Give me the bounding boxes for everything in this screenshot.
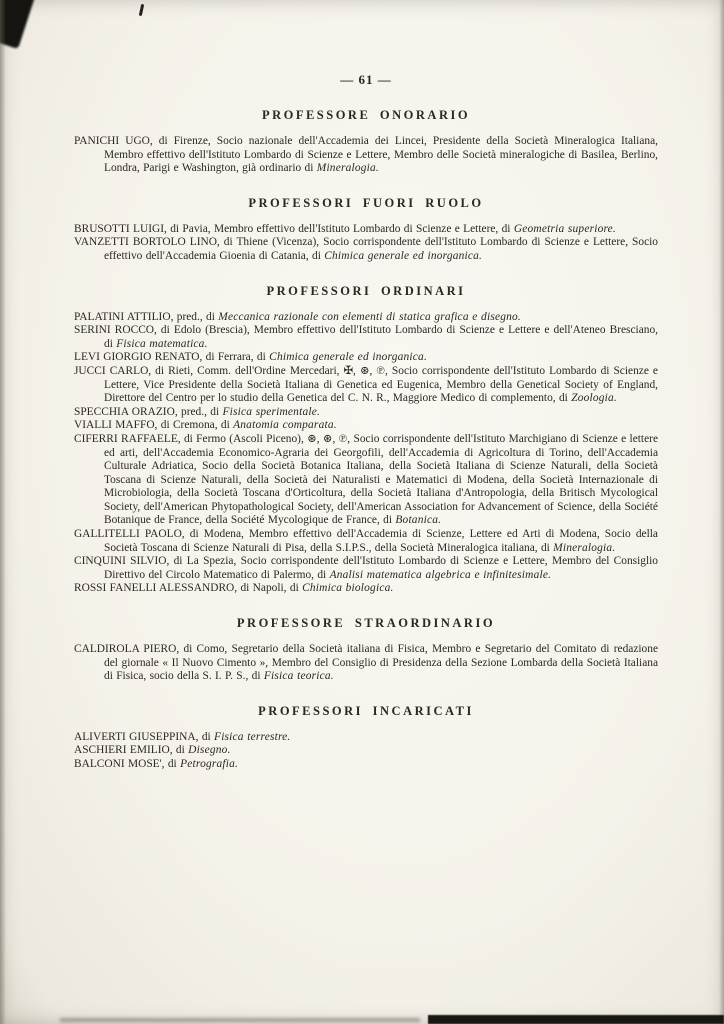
entry-text: PANICHI UGO, di Firenze, Socio nazionale dell'Accademia dei Lincei, Presidente della Società Mineralogica Italiana, Membro effettivo dell'Istituto Lombardo di Scienze e Lettere, Membro delle Società mineralogiche di Basilea, Berlino, Londra, Parigi e Washington, già ordinario di <box>74 135 658 175</box>
section-heading: PROFESSORE STRAORDINARIO <box>236 616 496 631</box>
entry <box>74 419 658 433</box>
entry-subject: Anatomia comparata. <box>233 419 337 432</box>
entry-subject: Zoologia. <box>571 392 617 405</box>
entry <box>74 582 658 596</box>
entry-text: VANZETTI BORTOLO LINO, di Thiene (Vicenza), Socio corrispondente dell'Istituto Lombardo di Scienze e Lettere, Socio effettivo dell'Accademia Gioenia di Catania, di <box>74 236 658 262</box>
page-content <box>74 72 658 772</box>
entry-text: SERINI ROCCO, di Edolo (Brescia), Membro effettivo dell'Istituto Lombardo di Scienze e Lettere e dell'Ateneo Bresciano, di <box>74 324 658 350</box>
entry <box>74 731 658 745</box>
entry-text: ASCHIERI EMILIO, di <box>74 744 189 757</box>
section <box>74 284 658 596</box>
entry-subject: Analisi matematica algebrica e infinitesimale. <box>329 568 552 581</box>
entry <box>74 406 658 420</box>
section-heading: PROFESSORI FUORI RUOLO <box>248 195 484 210</box>
entry-subject: Mineralogia. <box>553 541 616 554</box>
entry <box>74 643 658 684</box>
entry <box>74 351 658 365</box>
section <box>74 196 658 264</box>
entry <box>74 324 658 351</box>
entry <box>74 528 658 555</box>
entry-text: CIFERRI RAFFAELE, di Fermo (Ascoli Piceno), ⊛, ⊛, ℗, Socio corrispondente dell'Istituto Marchigiano di Scienze e lettere ed arti, dell'Accademia Economico-Agraria dei Georgofili, dell'Accademia di Agricoltura di Torino, dell'Accademia Culturale Adriatica, Socio della Società Botanica Italiana, della Società Italiana di Scienze Naturali, della Società Toscana di Scienze Naturali, della Società dei Naturalisti e Matematici di Modena, della Società Internazionale di Microbiologia, della Società Toscana d'Orticoltura, della Società Italiana d'Antropologia, della Britisch Mycological Society, dell'American Phytopathological Society, dell'American Association for Advancement of Science, della Société Botanique de France, della Société Mycologique de France, di <box>74 432 658 527</box>
entry-text: VIALLI MAFFO, di Cremona, di <box>74 419 234 432</box>
section-heading: PROFESSORI INCARICATI <box>258 703 474 718</box>
entry-subject: Chimica generale ed inorganica. <box>269 351 427 364</box>
scan-shadow-left-edge <box>0 0 6 1024</box>
entry-subject: Geometria superiore. <box>513 222 616 235</box>
entry-subject: Petrografia. <box>180 758 239 770</box>
entry-subject: Fisica sperimentale. <box>222 405 321 418</box>
entry <box>74 365 658 406</box>
entry <box>74 311 658 325</box>
entry-subject: Disegno. <box>188 744 231 757</box>
entry <box>74 758 658 772</box>
section-heading: PROFESSORI ORDINARI <box>266 283 466 298</box>
entry-text: GALLITELLI PAOLO, di Modena, Membro effettivo dell'Accademia di Scienze, Lettere ed Arti di Modena, Socio della Società Toscana di Scienze Naturali di Pisa, della S.I.P.S., della Società Mineralogica italiana, di <box>74 528 658 554</box>
entry-text: CINQUINI SILVIO, di La Spezia, Socio corrispondente dell'Istituto Lombardo di Scienze e Lettere, Membro del Consiglio Direttivo del Circolo Matematico di Palermo, di <box>74 555 658 581</box>
entry-text: JUCCI CARLO, di Rieti, Comm. dell'Ordine Mercedari, ✠, ⊛, ℗, Socio corrispondente dell'Istituto Lombardo di Scienze e Lettere, Vice Presidente della Società Italiana di Genetica ed Eugenica, Membro della Genetical Society of England, Direttore del Centro per lo studio della Genetica del C. N. R., Maggiore Medico di complemento, di <box>74 364 658 405</box>
entry <box>74 236 658 263</box>
section <box>74 108 658 176</box>
entry-text: PALATINI ATTILIO, pred., di <box>74 310 219 323</box>
entry-subject: Mineralogia. <box>316 162 379 175</box>
scan-artifact-bottom-bar <box>428 1015 724 1024</box>
entry-text: BALCONI MOSE', di <box>74 758 181 770</box>
entry-text: ROSSI FANELLI ALESSANDRO, di Napoli, di <box>74 582 303 595</box>
scan-shadow-right-edge <box>719 0 724 1024</box>
entry-text: ALIVERTI GIUSEPPINA, di <box>74 730 215 743</box>
entry-subject: Fisica matematica. <box>116 337 208 350</box>
entry-text: BRUSOTTI LUIGI, di Pavia, Membro effettivo dell'Istituto Lombardo di Scienze e Lettere, di <box>74 222 514 235</box>
entry-text: LEVI GIORGIO RENATO, di Ferrara, di <box>74 351 270 364</box>
section <box>74 704 658 772</box>
entry-subject: Botanica. <box>395 514 442 527</box>
entry-subject: Fisica teorica. <box>263 670 334 683</box>
entry-subject: Meccanica razionale con elementi di statica grafica e disegno. <box>218 310 521 323</box>
section-heading: PROFESSORE ONORARIO <box>261 108 471 122</box>
page-number: — 61 — <box>340 72 392 87</box>
entry <box>74 744 658 758</box>
entry <box>74 555 658 582</box>
entry-text: CALDIROLA PIERO, di Como, Segretario della Società italiana di Fisica, Membro e Segretario del Comitato di redazione del giornale « Il Nuovo Cimento », Membro del Consiglio di Presidenza della Sezione Lombarda della Società Italiana di Fisica, socio della S. I. P. S., di <box>74 643 658 683</box>
entry <box>74 223 658 237</box>
entry-text: SPECCHIA ORAZIO, pred., di <box>74 405 223 418</box>
scan-artifact-top-tick <box>139 4 144 16</box>
sections <box>74 108 658 772</box>
section <box>74 616 658 684</box>
entry <box>74 135 658 176</box>
entry-subject: Chimica generale ed inorganica. <box>324 249 483 262</box>
scan-artifact-bottom-smudge <box>60 1018 420 1022</box>
entry-subject: Fisica terrestre. <box>214 730 291 743</box>
entry-subject: Chimica biologica. <box>302 582 394 595</box>
entry <box>74 433 658 528</box>
